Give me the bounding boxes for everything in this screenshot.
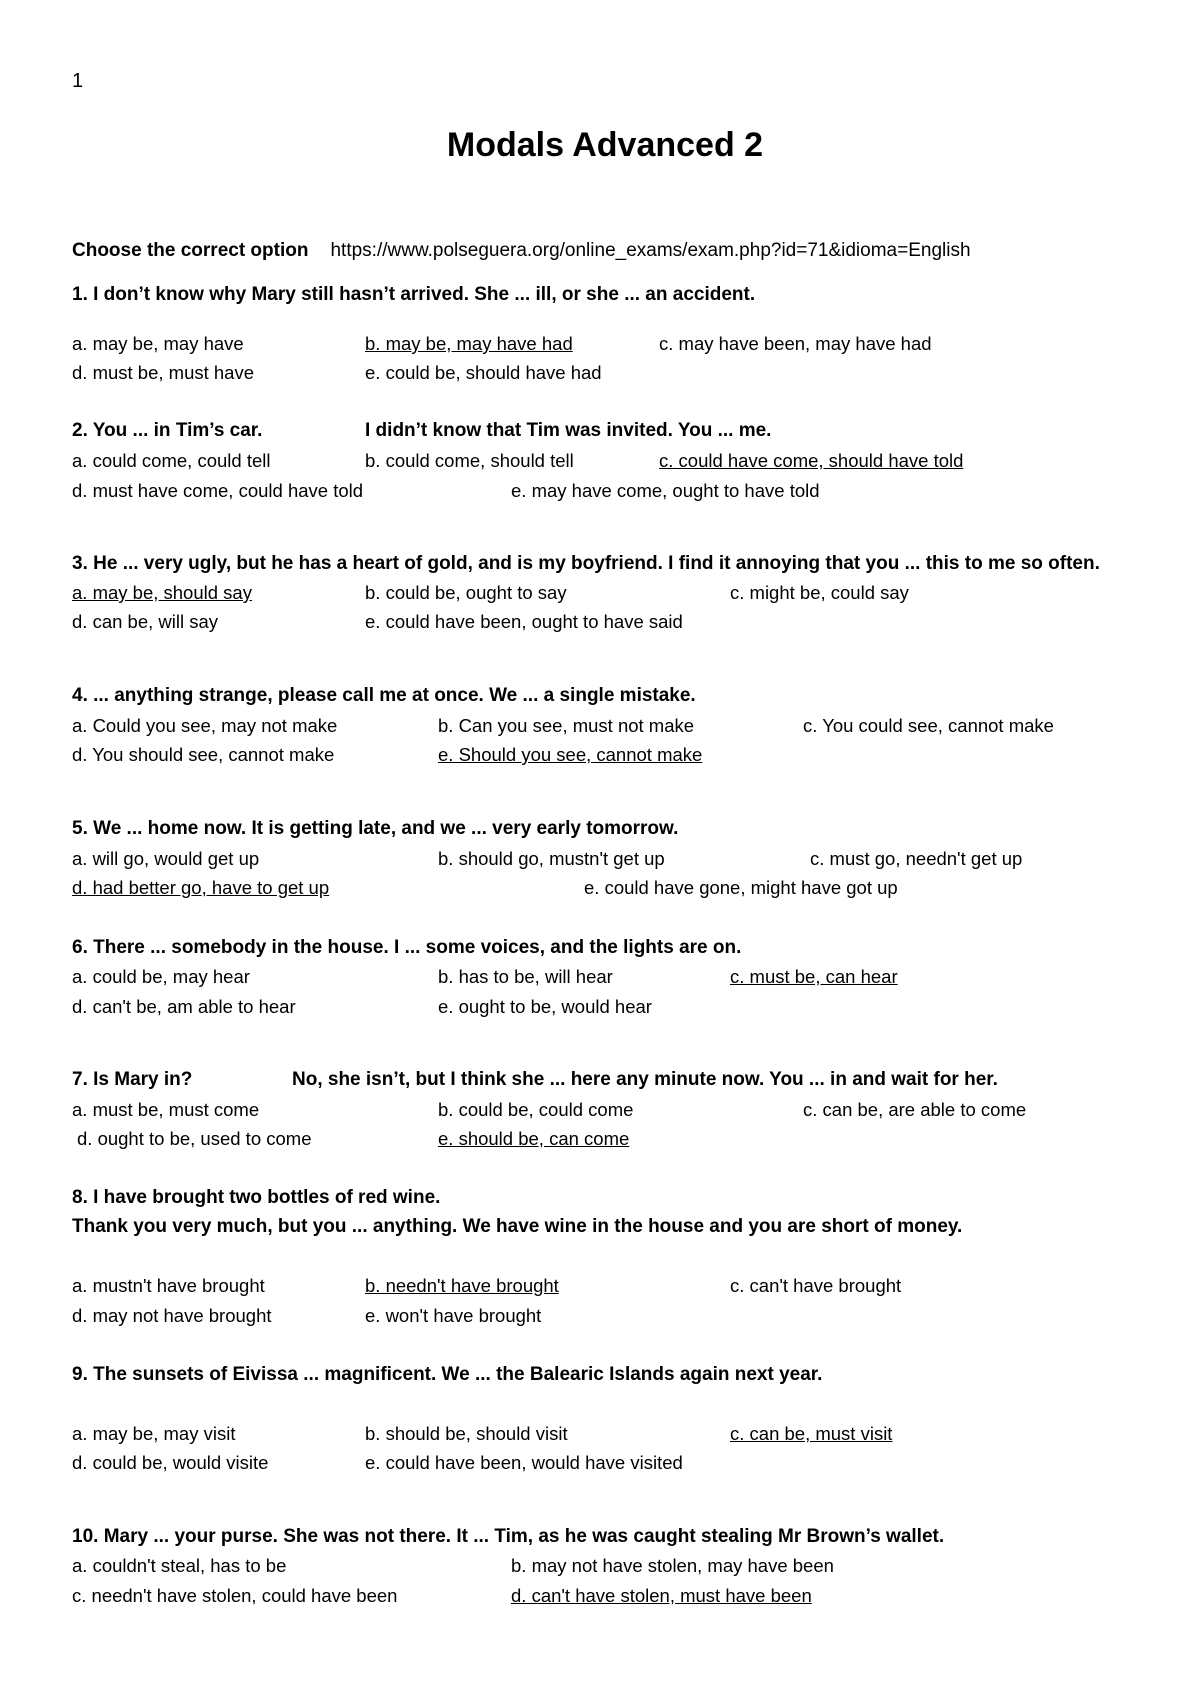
q10-option-b[interactable]: b. may not have stolen, may have been — [511, 1555, 834, 1576]
q7-option-e[interactable]: e. should be, can come — [438, 1128, 630, 1149]
q6-option-e[interactable]: e. ought to be, would hear — [438, 996, 652, 1017]
q5-option-c[interactable]: c. must go, needn't get up — [810, 848, 1023, 869]
q9-option-c[interactable]: c. can be, must visit — [730, 1423, 893, 1444]
q9-option-d[interactable]: d. could be, would visite — [72, 1452, 269, 1473]
q4-option-c[interactable]: c. You could see, cannot make — [803, 715, 1054, 736]
page-number: 1 — [72, 70, 84, 92]
q3-option-a[interactable]: a. may be, should say — [72, 582, 252, 603]
q3-option-c[interactable]: c. might be, could say — [730, 582, 909, 603]
q9-option-b[interactable]: b. should be, should visit — [365, 1423, 568, 1444]
question-2-part-2: I didn’t know that Tim was invited. You ... me. — [365, 420, 772, 441]
q5-option-e[interactable]: e. could have gone, might have got up — [584, 877, 898, 898]
q9-option-e[interactable]: e. could have been, would have visited — [365, 1452, 683, 1473]
q2-option-c[interactable]: c. could have come, should have told — [659, 450, 964, 471]
question-7-part-2: No, she isn’t, but I think she ... here any minute now. You ... in and wait for her. — [292, 1069, 998, 1090]
question-8-line-2: Thank you very much, but you ... anything. We have wine in the house and you are short of money. — [72, 1216, 963, 1237]
q10-option-c[interactable]: c. needn't have stolen, could have been — [72, 1585, 398, 1606]
q5-option-d[interactable]: d. had better go, have to get up — [72, 877, 330, 898]
q9-option-a[interactable]: a. may be, may visit — [72, 1423, 236, 1444]
question-4: 4. ... anything strange, please call me at once. We ... a single mistake. — [72, 685, 696, 706]
q2-option-d[interactable]: d. must have come, could have told — [72, 480, 364, 501]
instruction-label: Choose the correct option — [72, 240, 309, 261]
q8-option-e[interactable]: e. won't have brought — [365, 1305, 542, 1326]
question-6: 6. There ... somebody in the house. I ... some voices, and the lights are on. — [72, 937, 742, 958]
question-3: 3. He ... very ugly, but he has a heart of gold, and is my boyfriend. I find it annoying that you ... this to me so often. — [72, 553, 1100, 574]
page-title: Modals Advanced 2 — [446, 126, 764, 164]
q10-option-a[interactable]: a. couldn't steal, has to be — [72, 1555, 287, 1576]
q1-option-e[interactable]: e. could be, should have had — [365, 362, 602, 383]
question-9: 9. The sunsets of Eivissa ... magnificent. We ... the Balearic Islands again next year. — [72, 1364, 823, 1385]
q1-option-c[interactable]: c. may have been, may have had — [659, 333, 932, 354]
q7-option-c[interactable]: c. can be, are able to come — [803, 1099, 1027, 1120]
q6-option-b[interactable]: b. has to be, will hear — [438, 966, 613, 987]
question-5: 5. We ... home now. It is getting late, and we ... very early tomorrow. — [72, 818, 679, 839]
q3-option-e[interactable]: e. could have been, ought to have said — [365, 611, 683, 632]
exam-url-link[interactable]: https://www.polseguera.org/online_exams/exam.php?id=71&idioma=English — [330, 240, 971, 261]
q4-option-d[interactable]: d. You should see, cannot make — [72, 744, 335, 765]
q8-option-a[interactable]: a. mustn't have brought — [72, 1275, 265, 1296]
q6-option-c[interactable]: c. must be, can hear — [730, 966, 898, 987]
q4-option-e[interactable]: e. Should you see, cannot make — [438, 744, 703, 765]
q2-option-e[interactable]: e. may have come, ought to have told — [511, 480, 820, 501]
q5-option-a[interactable]: a. will go, would get up — [72, 848, 260, 869]
question-2-part-1: 2. You ... in Tim’s car. — [72, 420, 263, 441]
question-8-line-1: 8. I have brought two bottles of red wine. — [72, 1187, 441, 1208]
q2-option-a[interactable]: a. could come, could tell — [72, 450, 271, 471]
q4-option-a[interactable]: a. Could you see, may not make — [72, 715, 338, 736]
question-10: 10. Mary ... your purse. She was not there. It ... Tim, as he was caught stealing Mr Brown’s wallet. — [72, 1526, 945, 1547]
q4-option-b[interactable]: b. Can you see, must not make — [438, 715, 695, 736]
question-1: 1. I don’t know why Mary still hasn’t arrived. She ... ill, or she ... an accident. — [72, 284, 756, 305]
q1-option-a[interactable]: a. may be, may have — [72, 333, 244, 354]
question-7-part-1: 7. Is Mary in? — [72, 1069, 193, 1090]
instruction — [72, 240, 971, 262]
q8-option-d[interactable]: d. may not have brought — [72, 1305, 272, 1326]
q8-option-b[interactable]: b. needn't have brought — [365, 1275, 559, 1296]
q10-option-d[interactable]: d. can't have stolen, must have been — [511, 1585, 812, 1606]
q2-option-b[interactable]: b. could come, should tell — [365, 450, 574, 471]
q3-option-b[interactable]: b. could be, ought to say — [365, 582, 567, 603]
q7-option-b[interactable]: b. could be, could come — [438, 1099, 634, 1120]
q3-option-d[interactable]: d. can be, will say — [72, 611, 219, 632]
q7-option-d[interactable]: d. ought to be, used to come — [77, 1128, 312, 1149]
q6-option-a[interactable]: a. could be, may hear — [72, 966, 250, 987]
q1-option-b[interactable]: b. may be, may have had — [365, 333, 573, 354]
q6-option-d[interactable]: d. can't be, am able to hear — [72, 996, 296, 1017]
q1-option-d[interactable]: d. must be, must have — [72, 362, 255, 383]
q5-option-b[interactable]: b. should go, mustn't get up — [438, 848, 665, 869]
q7-option-a[interactable]: a. must be, must come — [72, 1099, 260, 1120]
q8-option-c[interactable]: c. can't have brought — [730, 1275, 902, 1296]
